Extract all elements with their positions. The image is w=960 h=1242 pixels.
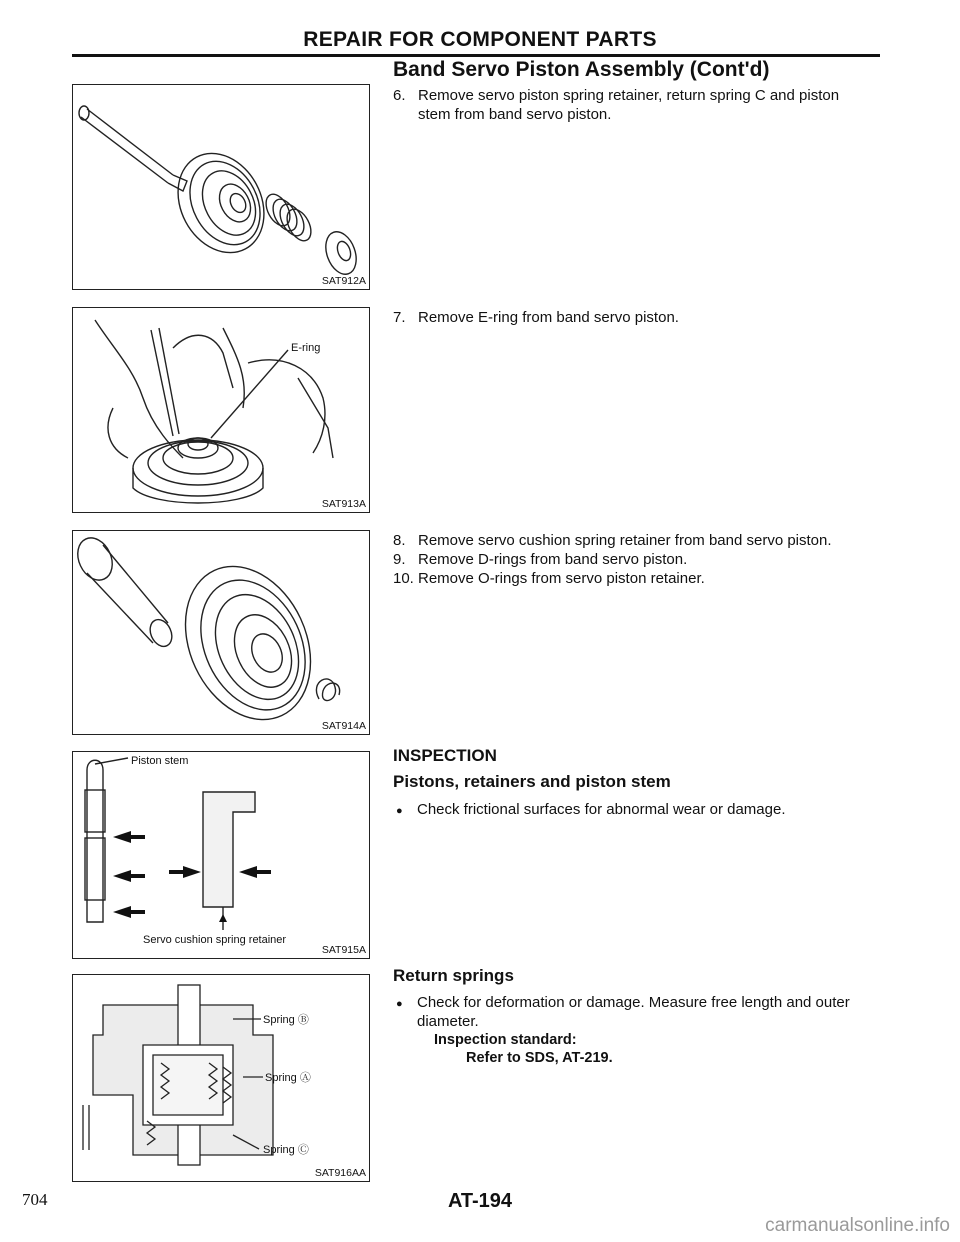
step-number: 7. bbox=[393, 309, 406, 326]
illustration-stem-and-retainer bbox=[73, 752, 371, 960]
inspection-standard-value: Refer to SDS, AT-219. bbox=[466, 1050, 613, 1066]
step-number: 8. bbox=[393, 532, 406, 549]
illustration-e-ring-removal bbox=[73, 308, 371, 514]
bullet-text: Check for deformation or damage. Measure free length and outer diameter. bbox=[417, 994, 850, 1030]
section-title: Band Servo Piston Assembly (Cont'd) bbox=[393, 58, 770, 81]
figure-sat913a bbox=[72, 307, 370, 513]
label-spring-b: Spring Ⓑ bbox=[263, 1014, 309, 1026]
illustration-piston-disassembly bbox=[73, 85, 371, 291]
step-text: Remove servo cushion spring retainer from band servo piston. bbox=[418, 532, 832, 549]
label-servo-cushion-spring-retainer: Servo cushion spring retainer bbox=[143, 934, 287, 946]
inspection-standard-label: Inspection standard: bbox=[434, 1032, 577, 1048]
step-text: Remove E-ring from band servo piston. bbox=[418, 309, 679, 326]
step-text: Remove O-rings from servo piston retainer. bbox=[418, 570, 705, 587]
figure-code: SAT916AA bbox=[314, 1167, 366, 1179]
step-text: Remove D-rings from band servo piston. bbox=[418, 551, 688, 568]
figure-code: SAT913A bbox=[321, 498, 366, 510]
figure-sat915a bbox=[72, 751, 370, 959]
illustration-springs-cross-section bbox=[73, 975, 371, 1183]
step-text: Remove servo piston spring retainer, return spring C and piston stem from band servo piston. bbox=[418, 87, 840, 123]
step-number: 10. bbox=[393, 570, 414, 587]
figure-sat912a bbox=[72, 84, 370, 290]
step-number: 6. bbox=[393, 87, 406, 104]
page-header-title: REPAIR FOR COMPONENT PARTS bbox=[303, 28, 657, 51]
label-spring-a: Spring Ⓐ bbox=[265, 1072, 311, 1084]
illustration-servo-piston bbox=[73, 531, 371, 736]
figure-sat914a bbox=[72, 530, 370, 735]
label-piston-stem: Piston stem bbox=[131, 755, 189, 767]
watermark: carmanualsonline.info bbox=[765, 1215, 950, 1236]
page-code: AT-194 bbox=[447, 1190, 513, 1212]
page-number-left: 704 bbox=[22, 1190, 48, 1209]
bullet-text: Check frictional surfaces for abnormal wear or damage. bbox=[417, 801, 786, 818]
subheading-return-springs: Return springs bbox=[393, 966, 514, 985]
figure-code: SAT915A bbox=[321, 944, 366, 956]
header-rule bbox=[72, 54, 880, 57]
label-spring-c: Spring Ⓒ bbox=[263, 1144, 309, 1156]
inspection-heading: INSPECTION bbox=[393, 746, 497, 765]
figure-code: SAT914A bbox=[321, 720, 366, 732]
subheading-pistons: Pistons, retainers and piston stem bbox=[393, 772, 671, 791]
figure-code: SAT912A bbox=[321, 275, 366, 287]
figure-sat916aa bbox=[72, 974, 370, 1182]
step-number: 9. bbox=[393, 551, 406, 568]
label-e-ring: E-ring bbox=[291, 342, 321, 354]
